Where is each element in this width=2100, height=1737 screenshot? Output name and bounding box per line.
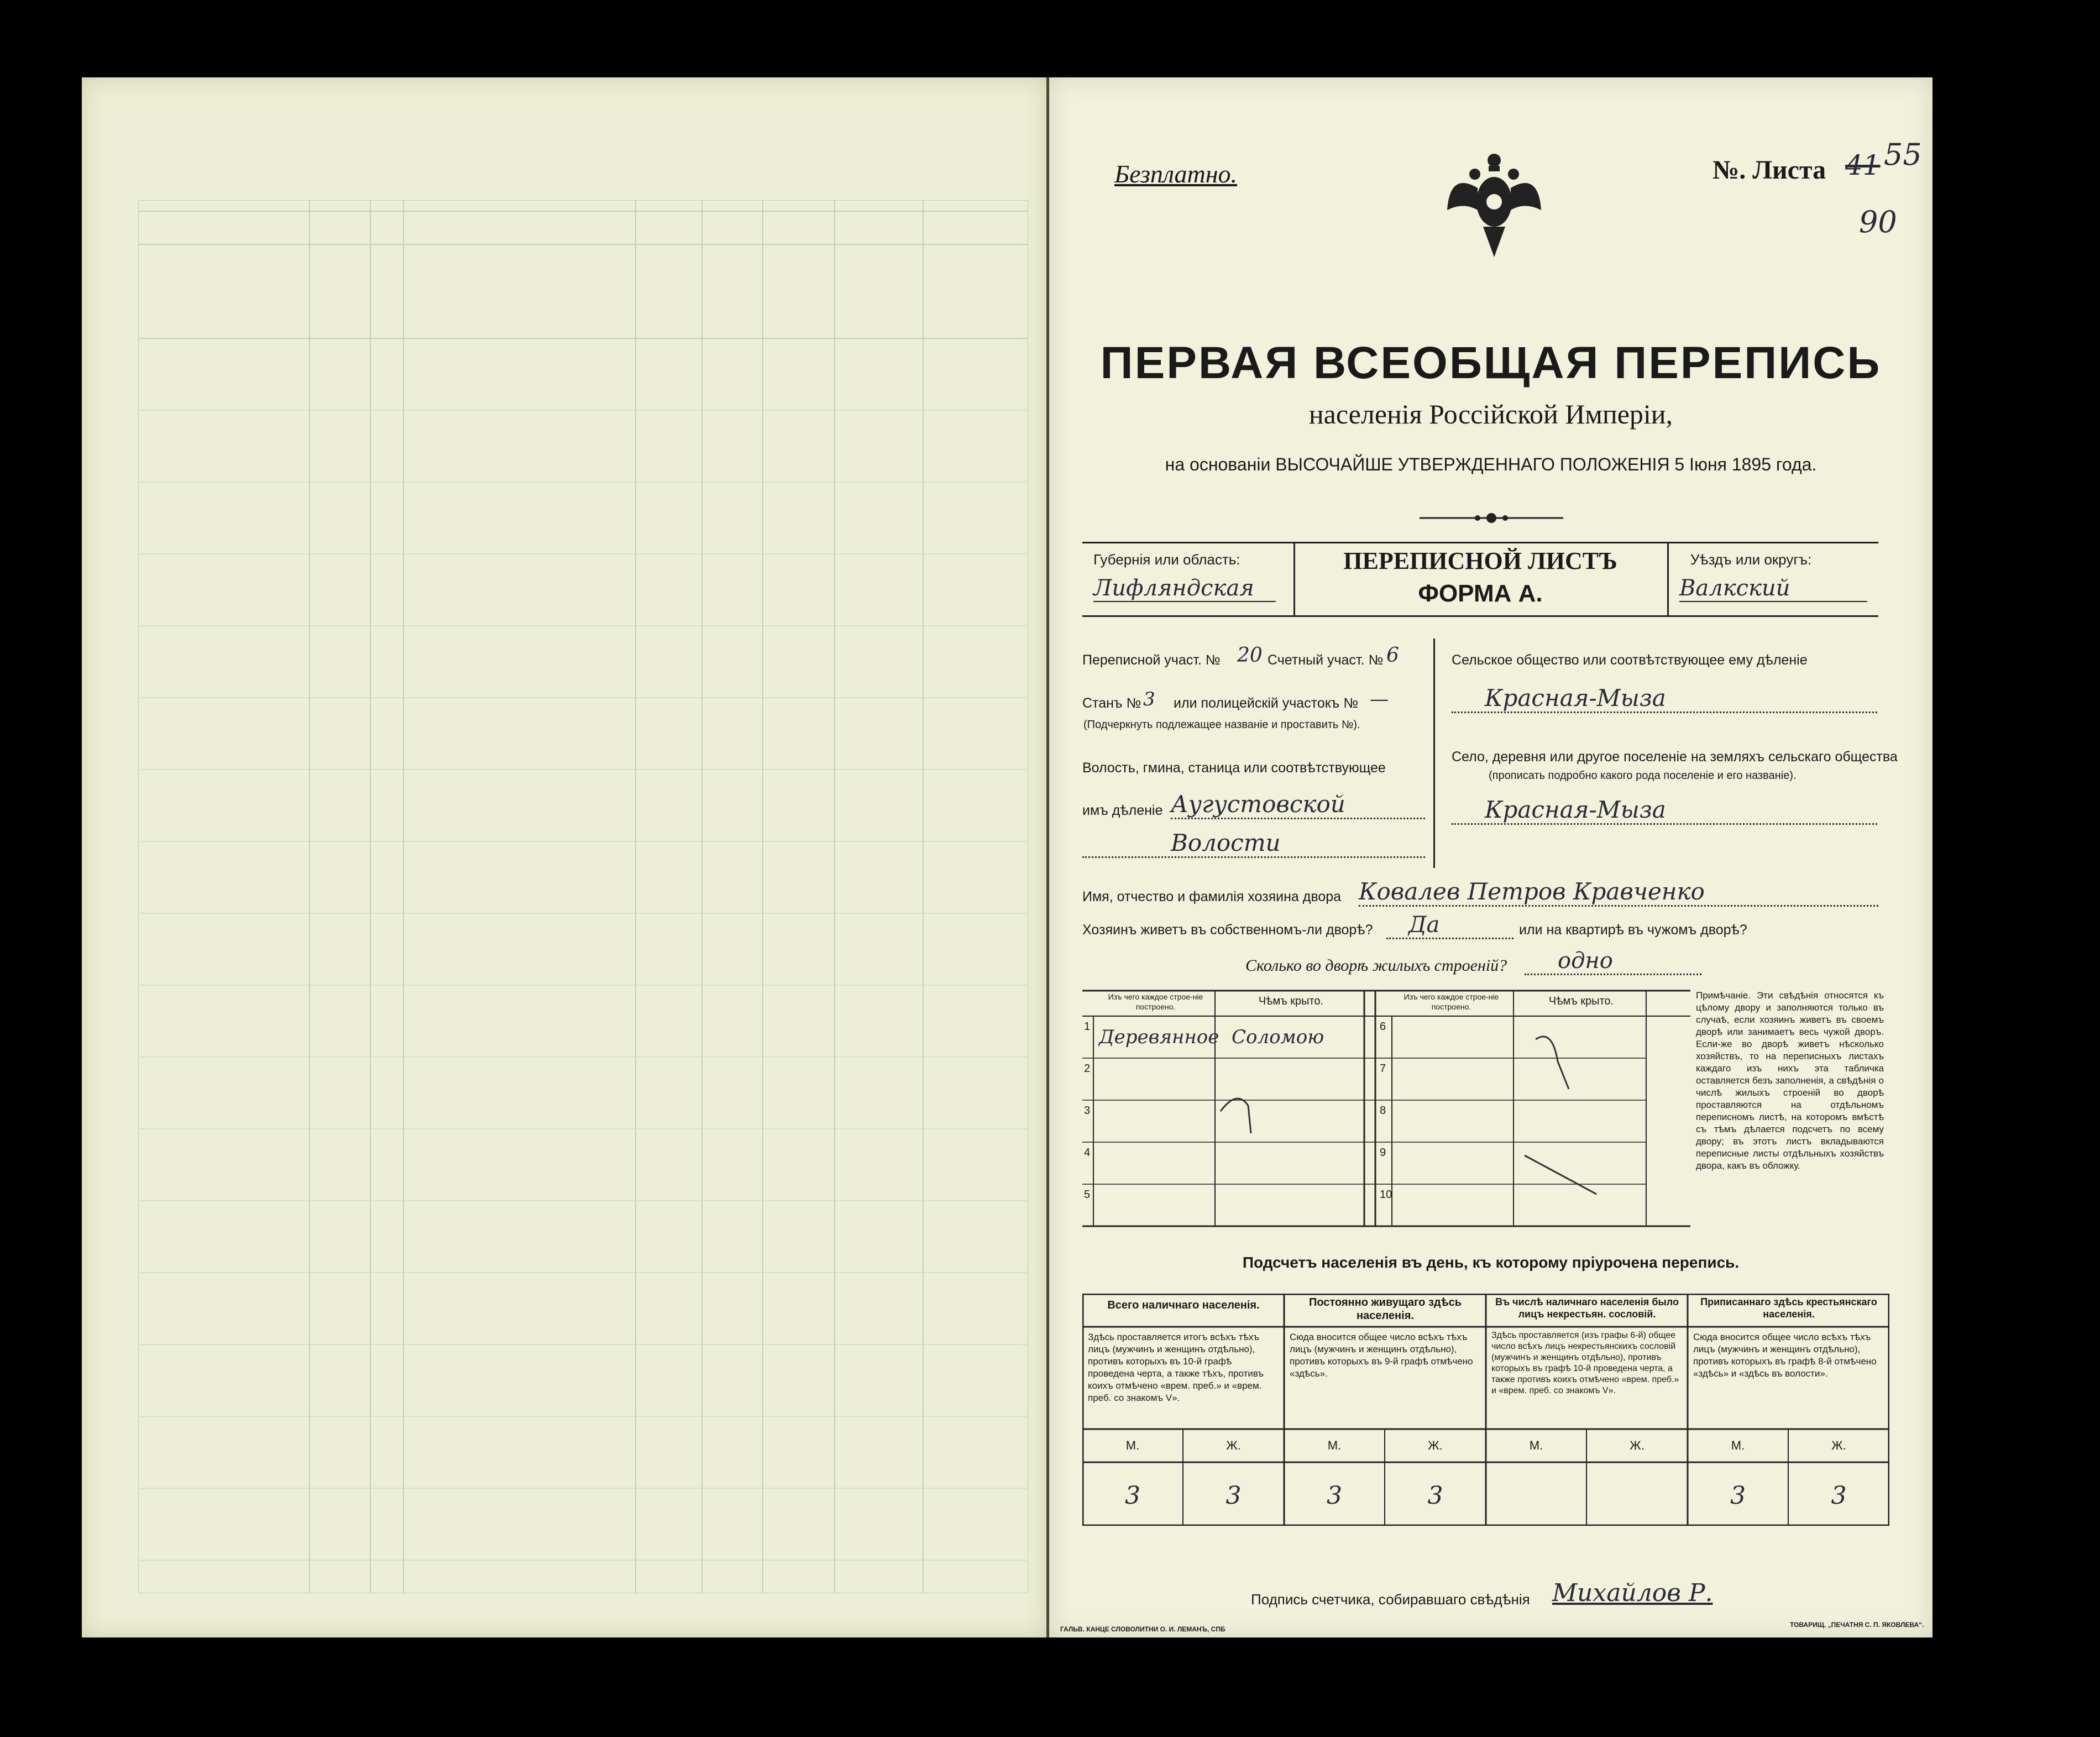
group-desc: Сюда вносится общее число всѣхъ тѣхъ лицъ (мужчинъ и женщинъ отдѣльно), противъ которыхъ въ 9-й графѣ отмѣчено «здѣсь». xyxy=(1290,1332,1473,1379)
col-material-header-2: Изъ чего каждое строе-ніе построено. xyxy=(1404,992,1499,1011)
volost-value-2: Волости xyxy=(1082,829,1425,858)
form-label: ФОРМА А. xyxy=(1418,580,1543,607)
buildings-section xyxy=(1082,990,1884,1227)
counting-area-value: 6 xyxy=(1386,644,1399,667)
signature-value: Михайлов Р. xyxy=(1552,1579,1713,1607)
population-table xyxy=(1082,1294,1889,1526)
own-yard-value: Да xyxy=(1386,912,1514,939)
col-roof-header-2: Чѣмъ крыто. xyxy=(1548,995,1614,1007)
female-label: Ж. xyxy=(1226,1438,1241,1452)
left-imprint: ГАЛЬВ. КАНЦЕ СЛОВОЛИТНИ О. И. ЛЕМАНЪ, СПБ xyxy=(1060,1625,1226,1633)
row1-roof: Соломою xyxy=(1232,1026,1324,1048)
page-subtitle: населенія Россійской Имперіи, xyxy=(1308,399,1673,430)
form-header-box xyxy=(1082,542,1878,617)
count-male: 3 xyxy=(1125,1482,1140,1510)
female-label: Ж. xyxy=(1630,1438,1645,1452)
owner-name-value: Ковалев Петров Кравченко xyxy=(1359,878,1878,907)
col-roof-header: Чѣмъ крыто. xyxy=(1258,995,1324,1007)
count-male: 3 xyxy=(1327,1482,1342,1510)
page-title: ПЕРВАЯ ВСЕОБЩАЯ ПЕРЕПИСЬ xyxy=(1100,338,1882,388)
row-number: 2 xyxy=(1084,1063,1091,1075)
row-number: 7 xyxy=(1380,1063,1386,1075)
province-value: Лифляндская xyxy=(1093,575,1276,602)
province-label: Губернія или область: xyxy=(1093,551,1240,568)
row-number: 10 xyxy=(1380,1189,1392,1201)
population-heading: Подсчетъ населенія въ день, къ которому пріурочена перепись. xyxy=(1242,1254,1740,1271)
count-male: 3 xyxy=(1730,1482,1746,1510)
count-female: 3 xyxy=(1226,1482,1242,1510)
sheet-number-under: 90 xyxy=(1859,205,1897,239)
row-number: 5 xyxy=(1084,1189,1091,1201)
village-label: Село, деревня или другое поселеніе на земляхъ сельскаго общества xyxy=(1452,749,1898,765)
group-title: Приписаннаго здѣсь крестьянскаго населенія. xyxy=(1700,1296,1877,1320)
col-material-header: Изъ чего каждое строе-ніе построено. xyxy=(1108,992,1203,1011)
row-number: 8 xyxy=(1380,1105,1386,1117)
sheet-number-over: 55 xyxy=(1884,137,1922,172)
faint-table-grid xyxy=(138,200,1028,1593)
buildings-label: Сколько во дворѣ жилыхъ строеній? xyxy=(1245,956,1507,975)
female-label: Ж. xyxy=(1428,1438,1443,1452)
female-label: Ж. xyxy=(1831,1438,1846,1452)
village-value: Красная-Мыза xyxy=(1452,796,1877,825)
right-imprint: ТОВАРИЩ. „ПЕЧАТНЯ С. П. ЯКОВЛЕВА“. xyxy=(1790,1621,1924,1629)
underline-note: (Подчеркнуть подлежащее названіе и проставить №). xyxy=(1083,719,1360,731)
count-female: 3 xyxy=(1831,1482,1847,1510)
group-title: Всего наличнаго населенія. xyxy=(1107,1299,1260,1311)
divider xyxy=(1667,543,1669,615)
row-number: 9 xyxy=(1380,1147,1386,1159)
free-label: Безплатно. xyxy=(1114,160,1238,188)
row-number: 1 xyxy=(1084,1021,1091,1033)
group-title: Въ числѣ наличнаго населенія было лицъ некрестьян. сословій. xyxy=(1495,1296,1679,1320)
owner-name-label: Имя, отчество и фамилія хозяина двора xyxy=(1082,889,1342,904)
volost-label: Волость, гмина, станица или соотвѣтствующее xyxy=(1082,760,1386,776)
male-label: М. xyxy=(1731,1438,1745,1452)
census-form-page xyxy=(1049,77,1933,1637)
male-label: М. xyxy=(1327,1438,1342,1452)
legal-basis: на основаніи ВЫСОЧАЙШЕ УТВЕРЖДЕННАГО ПОЛОЖЕНІЯ 5 Іюня 1895 года. xyxy=(1165,454,1817,474)
sheet-number-label: №. Листа xyxy=(1713,155,1826,185)
district-label: Уѣздъ или округъ: xyxy=(1690,551,1812,568)
row-number: 3 xyxy=(1084,1105,1091,1117)
row1-material: Деревянное xyxy=(1099,1026,1219,1048)
count-female: 3 xyxy=(1427,1482,1443,1510)
imperial-eagle-emblem xyxy=(1444,149,1544,260)
ornament-divider xyxy=(1420,510,1563,526)
counting-area-label: Счетный участ. № xyxy=(1268,652,1384,668)
sheet-title: ПЕРЕПИСНОЙ ЛИСТЪ xyxy=(1343,547,1617,574)
volost-label-2: имъ дѣленіе xyxy=(1082,803,1163,818)
census-area-value: 20 xyxy=(1237,644,1263,667)
divider xyxy=(1293,543,1295,615)
group-title: Постоянно живущаго здѣсь населенія. xyxy=(1308,1296,1462,1322)
district-value: Валкский xyxy=(1679,575,1867,602)
stan-label: Станъ № xyxy=(1082,695,1141,711)
rented-label: или на квартирѣ въ чужомъ дворѣ? xyxy=(1519,922,1747,938)
buildings-value: одно xyxy=(1525,948,1701,975)
group-desc: Здѣсь проставляется (изъ графы 6-й) общее число всѣхъ лицъ некрестьянскихъ сословій (мужчинъ и женщинъ отдѣльно), противъ которыхъ въ графѣ 10-й проведена черта, а также противъ коихъ отмѣчено «врем. преб.» и «врем. преб. со знакомъ V». xyxy=(1491,1331,1679,1395)
group-desc: Здѣсь проставляется итогъ всѣхъ тѣхъ лицъ (мужчинъ и женщинъ отдѣльно), противъ которыхъ въ 10-й графѣ проведена черта, а также тѣхъ, противъ коихъ отмѣчено «врем. преб.» и «врем. преб. со знакомъ V». xyxy=(1088,1332,1264,1403)
note-text: Примѣчаніе. Эти свѣдѣнія относятся къ цѣлому двору и заполняются только въ случаѣ, если хозяинъ живетъ въ своемъ дворѣ или занимаетъ весь чужой дворъ. Если-же во дворѣ живетъ нѣсколько хозяйствъ, то на переписныхъ листахъ каждаго изъ нихъ эта табличка оставляется безъ заполненія, а свѣдѣнія о числѣ жилыхъ строеній во дворѣ проставляются на отдѣльномъ переписномъ листѣ, на которомъ вмѣстѣ съ тѣмъ дѣлается подсчетъ по всему двору; въ этотъ листъ вкладываются переписные листы отдѣльныхъ хозяйствъ двора, какъ въ обложку. xyxy=(1696,990,1884,1171)
sheet-number-value: 41 xyxy=(1845,149,1881,181)
male-label: М. xyxy=(1125,1438,1140,1452)
own-yard-label: Хозяинъ живетъ въ собственномъ-ли дворѣ? xyxy=(1082,922,1373,938)
signature-label: Подпись счетчика, собиравшаго свѣдѣнія xyxy=(1251,1591,1530,1608)
volost-value: Аугустовской xyxy=(1171,791,1425,819)
left-page xyxy=(82,77,1046,1637)
column-divider xyxy=(1433,639,1435,868)
stan-value: 3 xyxy=(1143,688,1155,710)
census-area-label: Переписной участ. № xyxy=(1082,652,1221,668)
village-note: (прописать подробно какого рода поселеніе и его названіе). xyxy=(1489,770,1797,782)
society-label: Сельское общество или соотвѣтствующее ему дѣленіе xyxy=(1452,652,1808,668)
group-desc: Сюда вносится общее число всѣхъ тѣхъ лицъ (мужчинъ и женщинъ отдѣльно), противъ которыхъ въ графѣ 8-й отмѣчено «здѣсь» и «здѣсь въ волости». xyxy=(1693,1332,1877,1379)
police-value: — xyxy=(1370,688,1389,710)
male-label: М. xyxy=(1529,1438,1543,1452)
row-number: 4 xyxy=(1084,1147,1091,1159)
police-label: или полицейскій участокъ № xyxy=(1174,695,1359,711)
row-number: 6 xyxy=(1380,1021,1386,1033)
society-value: Красная-Мыза xyxy=(1452,684,1877,713)
